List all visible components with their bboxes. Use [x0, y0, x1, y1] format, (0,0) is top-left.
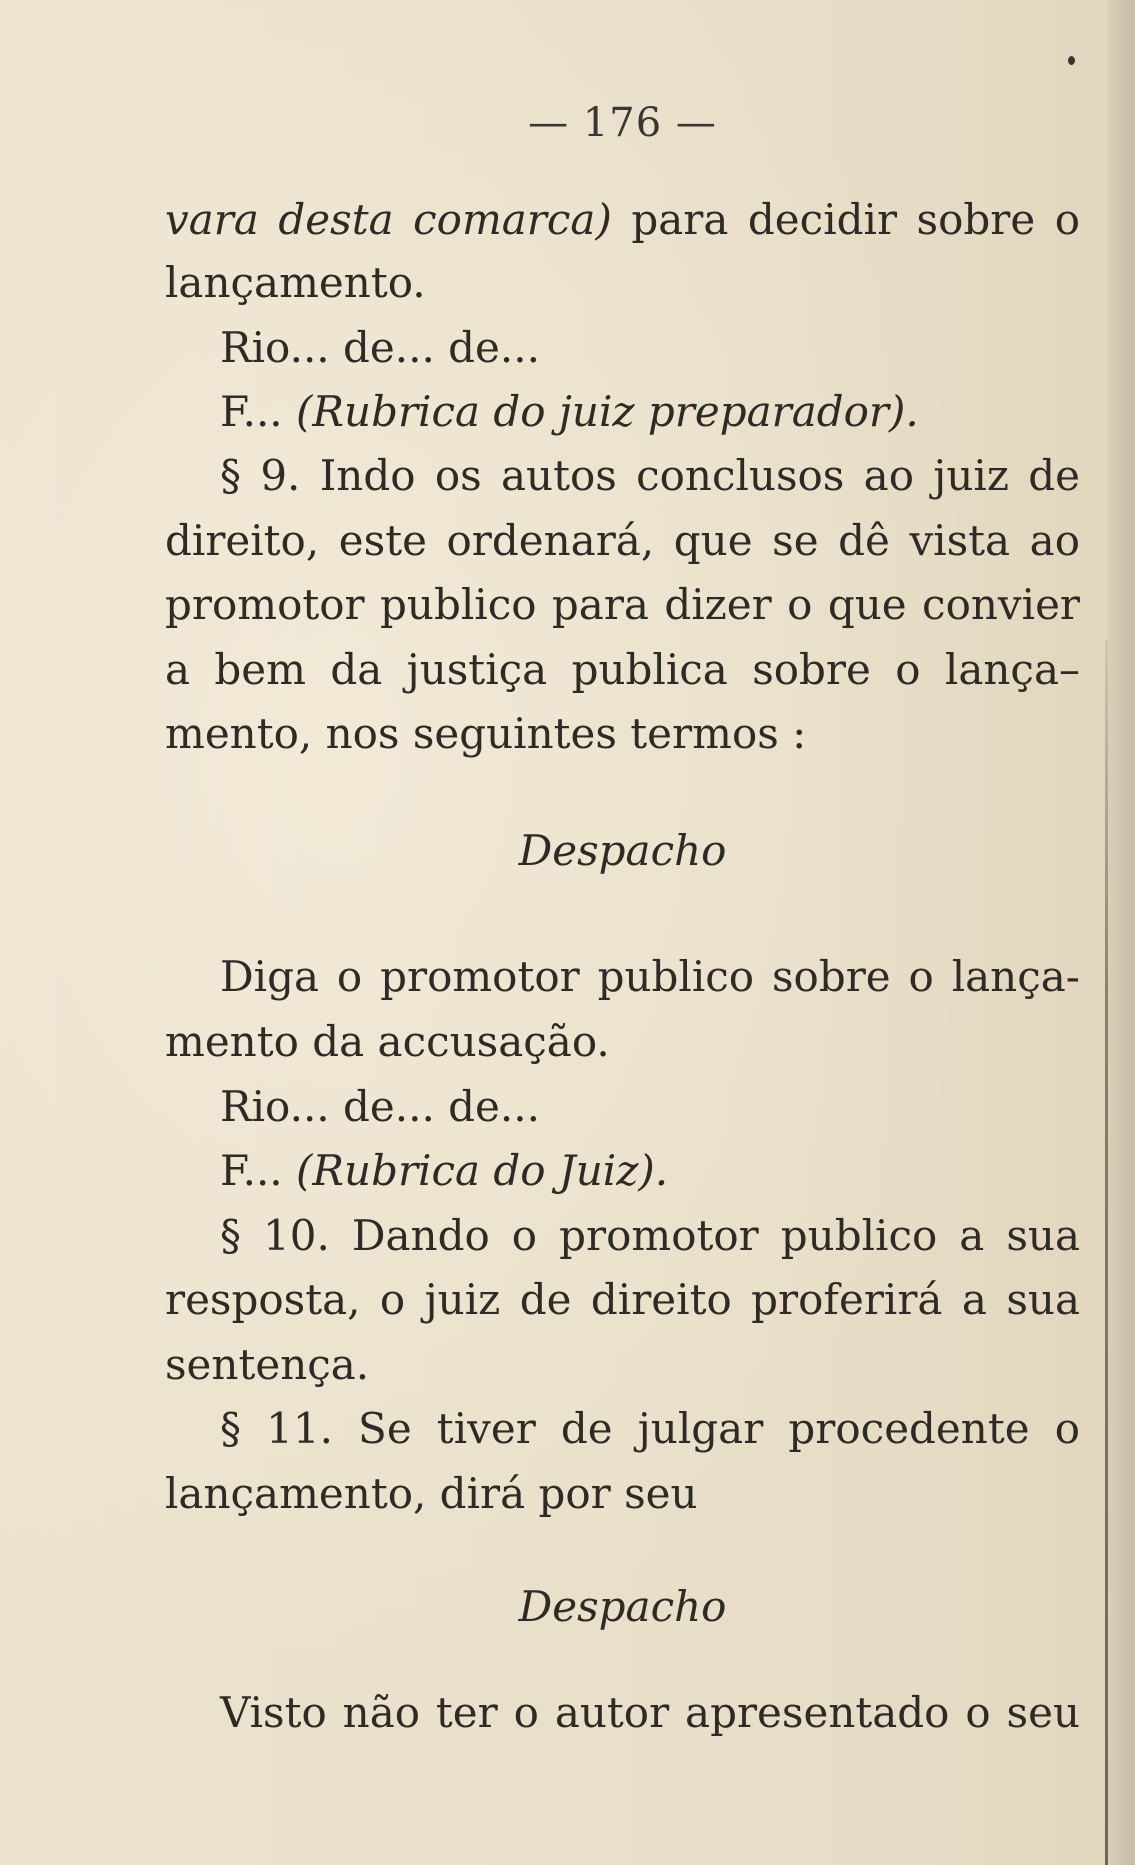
text-line-13-italic: (Rubrica do Juiz).	[296, 1146, 669, 1195]
ink-speck	[1068, 56, 1075, 65]
text-line-4-prefix: F...	[220, 387, 297, 436]
text-line-13-prefix: F...	[220, 1146, 297, 1195]
heading-despacho-2: Despacho	[518, 1582, 727, 1631]
text-line-2: lançamento.	[165, 258, 426, 307]
page-edge-line	[1105, 640, 1108, 1865]
text-line-3: Rio... de... de...	[220, 323, 540, 372]
text-line-10: Diga o promotor publico sobre o lança-	[220, 952, 1080, 1001]
text-line-1-rest: para decidir sobre o	[611, 195, 1081, 244]
text-line-14: § 10. Dando o promotor publico a sua	[220, 1211, 1080, 1260]
text-line-19: Visto não ter o autor apresentado o seu	[220, 1688, 1080, 1737]
text-line-15: resposta, o juiz de direito proferirá a sua	[165, 1275, 1080, 1324]
text-line-7: promotor publico para dizer o que convier	[165, 580, 1080, 629]
text-line-11: mento da accusação.	[165, 1017, 610, 1066]
text-line-13	[220, 1146, 668, 1196]
text-line-6: direito, este ordenará, que se dê vista ao	[165, 516, 1080, 565]
page-number: — 176 —	[528, 100, 717, 146]
text-line-12: Rio... de... de...	[220, 1082, 540, 1131]
text-line-8: a bem da justiça publica sobre o lança–	[165, 645, 1080, 694]
text-line-1	[165, 195, 1080, 245]
text-line-4-italic: (Rubrica do juiz preparador).	[296, 387, 919, 436]
text-line-17: § 11. Se tiver de julgar procedente o	[220, 1404, 1080, 1453]
text-line-1-italic: vara desta comarca)	[165, 195, 612, 244]
text-line-4	[220, 387, 919, 437]
heading-despacho-1: Despacho	[518, 826, 727, 875]
text-line-9: mento, nos seguintes termos :	[165, 709, 807, 758]
text-line-16: sentença.	[165, 1340, 370, 1389]
text-line-5: § 9. Indo os autos conclusos ao juiz de	[220, 451, 1080, 500]
text-line-18: lançamento, dirá por seu	[165, 1469, 698, 1518]
